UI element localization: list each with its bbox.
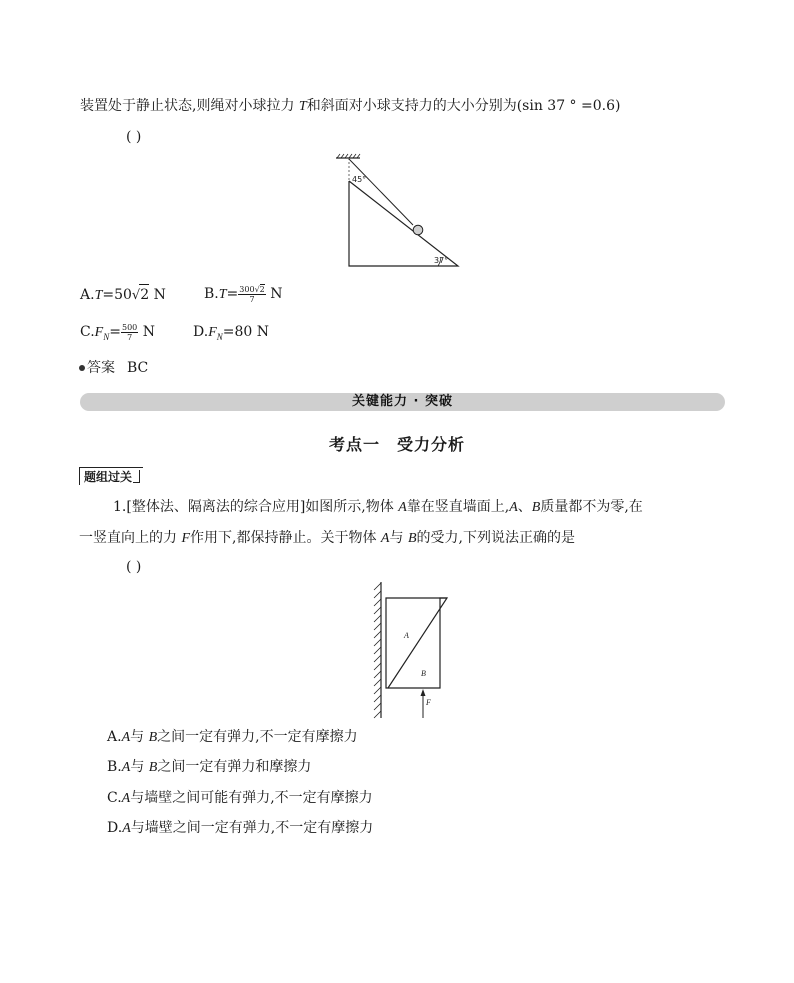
text-run: 之间一定有弹力,不一定有摩擦力	[157, 729, 358, 745]
answer-bullet-icon	[79, 365, 85, 371]
block-b-label: B	[421, 669, 426, 678]
text-run: C.	[107, 790, 122, 806]
prev-stem-var: T	[298, 99, 307, 114]
q1-option-a	[107, 727, 358, 748]
text-run: 与	[130, 729, 149, 745]
text-run: 与	[389, 530, 408, 546]
prev-stem-prefix: 装置处于静止状态,则绳对小球拉力	[80, 98, 299, 114]
math-variable: F	[181, 531, 191, 546]
text-run: 一竖直向上的力	[79, 530, 182, 546]
math-variable: A	[509, 500, 518, 515]
block-a-label: A	[404, 631, 409, 640]
text-run: 与墙壁之间可能有弹力,不一定有摩擦力	[130, 790, 373, 806]
q1-stem-line1	[113, 497, 643, 518]
force-f-label: F	[426, 698, 431, 707]
text-run: B.	[107, 759, 122, 775]
prev-stem-suffix: 和斜面对小球支持力的大小分别为(sin 37 ° =0.6)	[306, 98, 621, 114]
text-run: 与墙壁之间一定有弹力,不一定有摩擦力	[130, 820, 374, 836]
text-run: 之间一定有弹力和摩擦力	[157, 759, 312, 775]
text-run: 与	[130, 759, 149, 775]
prev-answer-line	[79, 358, 148, 378]
prev-option-b: B.T= $\frac{300√2}{7}$ N	[204, 284, 283, 304]
wall-blocks-figure	[372, 582, 452, 720]
text-run: 靠在竖直墙面上,	[406, 499, 510, 515]
math-variable: A	[398, 500, 407, 515]
math-variable: A	[121, 760, 131, 775]
group-tag: 题组过关	[79, 467, 143, 485]
q1-answer-blank: ( )	[126, 559, 142, 575]
section-title: 考点一 受力分析	[328, 435, 465, 454]
text-run: D.	[107, 820, 123, 836]
q1-stem-line2	[79, 528, 575, 549]
q1-option-c	[107, 788, 373, 809]
text-run: 作用下,都保持静止。关于物体	[190, 530, 381, 546]
math-variable: B	[407, 531, 417, 546]
text-run: 、	[517, 499, 532, 515]
angle-45-label: 45°	[352, 175, 367, 184]
text-run: A.	[107, 729, 122, 745]
prev-option-a: A.T=50√2 N	[80, 284, 166, 306]
math-variable: B	[148, 730, 158, 745]
q1-option-d	[107, 818, 373, 839]
math-variable: A	[122, 821, 131, 836]
answer-label: 答案	[87, 360, 115, 376]
math-variable: B	[148, 760, 158, 775]
math-variable: B	[531, 500, 541, 515]
incline-ball-figure	[330, 153, 465, 271]
fraction-b: $\frac{300√2}{7}$	[239, 284, 265, 304]
fraction-c: $\frac{500}{7}$	[121, 322, 138, 342]
prev-option-d: $D.F_N=80$ N	[193, 324, 270, 342]
answer-value: BC	[127, 360, 149, 376]
text-run: 1.[整体法、隔离法的综合应用]如图所示,物体	[113, 499, 399, 515]
q1-option-b	[107, 757, 311, 778]
math-variable: A	[380, 531, 390, 546]
prev-option-c: $C.F_N=$ $\frac{500}{7}$ N	[80, 322, 155, 342]
prev-question-stem	[80, 96, 620, 117]
section-banner: 关键能力 · 突破	[352, 394, 453, 409]
text-run: 质量都不为零,在	[540, 499, 643, 515]
radical-sign: √	[131, 288, 141, 303]
math-variable: A	[121, 791, 131, 806]
math-variable: A	[121, 730, 131, 745]
prev-answer-blank: ( )	[126, 129, 142, 145]
text-run: 的受力,下列说法正确的是	[416, 530, 575, 546]
angle-37-label: 37°	[434, 256, 449, 265]
